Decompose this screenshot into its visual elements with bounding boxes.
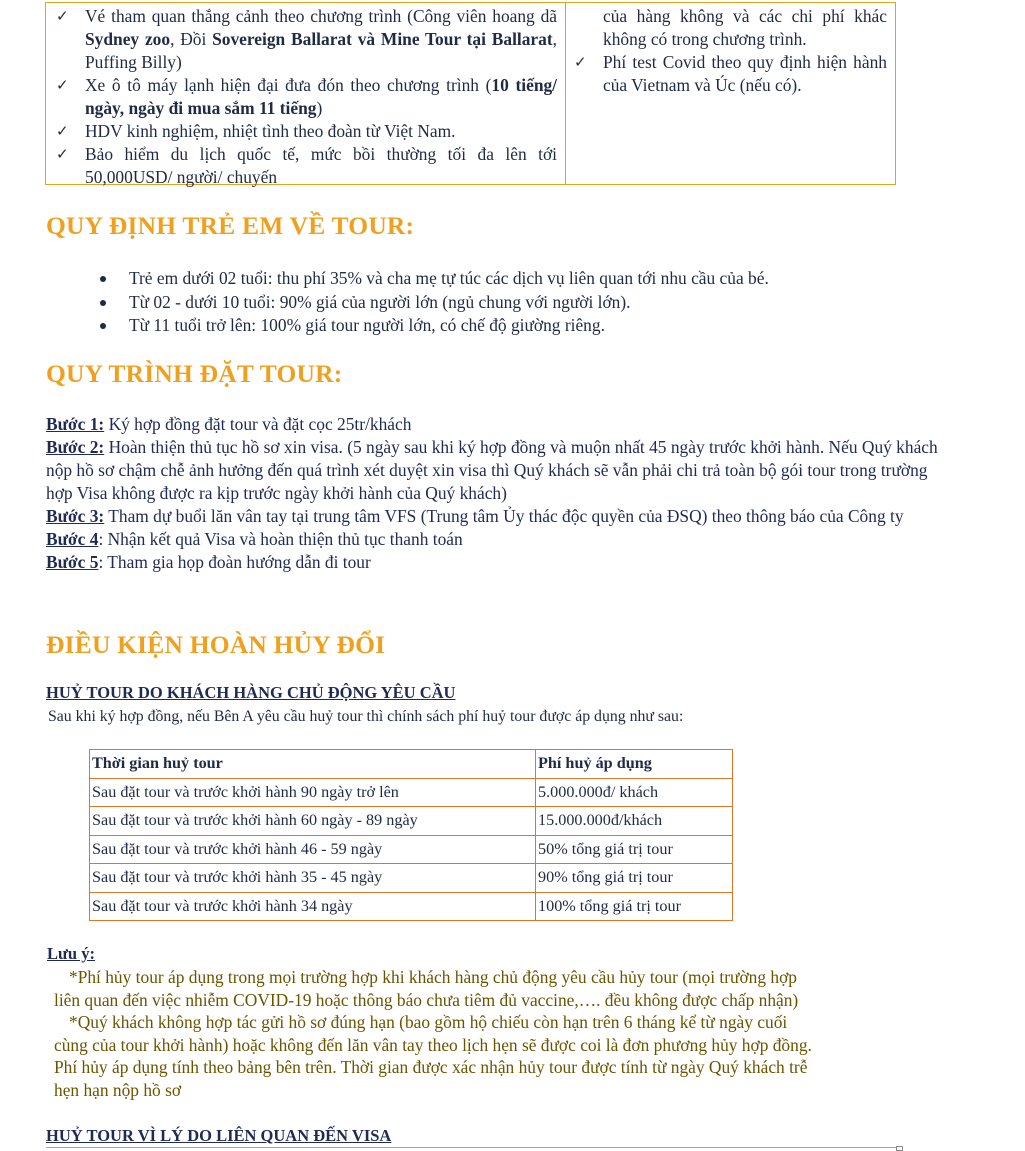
booking-step: Bước 1: Ký hợp đồng đặt tour và đặt cọc 25tr/khách [46, 414, 412, 434]
booking-step: Bước 2: Hoàn thiện thủ tục hồ sơ xin visa. (5 ngày sau khi ký hợp đồng và muộn nhất 45 ngày trước khởi hành. Nếu Quý khách nộp hồ sơ chậm chễ ảnh hưởng đến quá trình xét duyệt xin visa thì Quý khách sẽ vẫn phải chi trả toàn bộ gói tour trong trường hợp Visa không được ra kịp trước ngày khởi hành của Quý khách) [46, 437, 938, 503]
table-resize-handle [896, 1146, 903, 1151]
booking-steps [46, 413, 946, 574]
cancellation-heading: ĐIỀU KIỆN HOÀN HỦY ĐỔI [46, 630, 386, 659]
note-title: Lưu ý: [47, 944, 95, 963]
table-cell: 5.000.000đ/ khách [536, 778, 733, 807]
excluded-item-continuation: của hàng không và các chi phí khác không có trong chương trình. [603, 6, 887, 49]
customer-cancel-subheading: HUỶ TOUR DO KHÁCH HÀNG CHỦ ĐỘNG YÊU CẦU [46, 683, 456, 702]
booking-step: Bước 5: Tham gia họp đoàn hướng dẫn đi tour [46, 552, 371, 572]
checkmark-icon: ✓ [56, 145, 69, 163]
table-cell: Sau đặt tour và trước khởi hành 35 - 45 ngày [90, 864, 536, 893]
note-line: *Phí hủy tour áp dụng trong mọi trường hợp khi khách hàng chủ động yêu cầu hủy tour (mọi trường hợp [69, 967, 797, 987]
table-row [90, 864, 733, 893]
inclusions-table [45, 2, 896, 185]
note-line: Phí hủy áp dụng tính theo bảng bên trên. Thời gian được xác nhận hủy tour được tính từ ngày Quý khách trễ [54, 1057, 808, 1077]
table-top-border [46, 1147, 897, 1148]
table-row [90, 835, 733, 864]
list-item: Từ 11 tuổi trở lên: 100% giá tour người lớn, có chế độ giường riêng. [100, 314, 769, 338]
note-line: cùng của tour khởi hành) hoặc không đến lăn vân tay theo lịch hẹn sẽ được coi là đơn phương hủy hợp đồng. [54, 1034, 812, 1055]
checkmark-icon: ✓ [56, 122, 69, 140]
table-row [90, 892, 733, 921]
child-policy-list [100, 267, 769, 338]
table-row [90, 807, 733, 836]
cancellation-notes [54, 966, 944, 1101]
child-policy-heading: QUY ĐỊNH TRẺ EM VỀ TOUR: [46, 211, 415, 240]
table-cell: Sau đặt tour và trước khởi hành 60 ngày - 89 ngày [90, 807, 536, 836]
included-item: ✓ HDV kinh nghiệm, nhiệt tình theo đoàn từ Việt Nam. [56, 121, 456, 141]
list-item: Trẻ em dưới 02 tuổi: thu phí 35% và cha mẹ tự túc các dịch vụ liên quan tới nhu cầu của bé. [100, 267, 769, 291]
included-item: ✓ Xe ô tô máy lạnh hiện đại đưa đón theo chương trình (10 tiếng/ ngày, ngày đi mua sắm 11 tiếng) [56, 75, 558, 118]
list-item: Từ 02 - dưới 10 tuổi: 90% giá của người lớn (ngủ chung với người lớn). [100, 291, 769, 315]
visa-cancel-subheading: HUỶ TOUR VÌ LÝ DO LIÊN QUAN ĐẾN VISA [46, 1126, 392, 1145]
table-cell: Sau đặt tour và trước khởi hành 34 ngày [90, 892, 536, 921]
included-column [46, 3, 566, 187]
note-line: hẹn hạn nộp hồ sơ [54, 1079, 182, 1100]
table-cell: 100% tổng giá trị tour [536, 892, 733, 921]
cancellation-fee-table [89, 749, 733, 921]
table-cell: Sau đặt tour và trước khởi hành 90 ngày trở lên [90, 778, 536, 807]
checkmark-icon: ✓ [56, 76, 69, 94]
booking-step: Bước 4: Nhận kết quả Visa và hoàn thiện thủ tục thanh toán [46, 529, 463, 549]
table-header-row [90, 750, 733, 779]
booking-process-heading: QUY TRÌNH ĐẶT TOUR: [46, 359, 343, 388]
cancellation-intro: Sau khi ký hợp đồng, nếu Bên A yêu cầu huỷ tour thì chính sách phí huỷ tour được áp dụng như sau: [48, 708, 684, 725]
table-cell: 15.000.000đ/khách [536, 807, 733, 836]
table-cell: 90% tổng giá trị tour [536, 864, 733, 893]
table-row [90, 778, 733, 807]
table-header-cell: Phí huỷ áp dụng [536, 750, 733, 779]
included-item: ✓ Bảo hiểm du lịch quốc tế, mức bồi thường tối đa lên tới 50,000USD/ người/ chuyến [56, 144, 557, 187]
note-line: liên quan đến việc nhiễm COVID-19 hoặc thông báo chưa tiêm đủ vaccine,…. đều không được chấp nhận) [54, 989, 799, 1010]
included-item: ✓ Vé tham quan thắng cảnh theo chương trình (Công viên hoang dã Sydney zoo, Đồi Sovereign Ballarat và Mine Tour tại Ballarat, Puffing Billy) [56, 6, 557, 72]
checkmark-icon: ✓ [574, 53, 587, 71]
note-line: *Quý khách không hợp tác gửi hồ sơ đúng hạn (bao gồm hộ chiếu còn hạn trên 6 tháng kể từ ngày cuối [69, 1012, 788, 1032]
excluded-column [566, 3, 895, 184]
checkmark-icon: ✓ [56, 7, 69, 25]
table-cell: 50% tổng giá trị tour [536, 835, 733, 864]
table-header-cell: Thời gian huỷ tour [90, 750, 536, 779]
booking-step: Bước 3: Tham dự buổi lăn vân tay tại trung tâm VFS (Trung tâm Ủy thác độc quyền của ĐSQ) theo thông báo của Công ty [46, 506, 904, 526]
table-cell: Sau đặt tour và trước khởi hành 46 - 59 ngày [90, 835, 536, 864]
excluded-item: ✓ Phí test Covid theo quy định hiện hành của Vietnam và Úc (nếu có). [574, 52, 887, 95]
